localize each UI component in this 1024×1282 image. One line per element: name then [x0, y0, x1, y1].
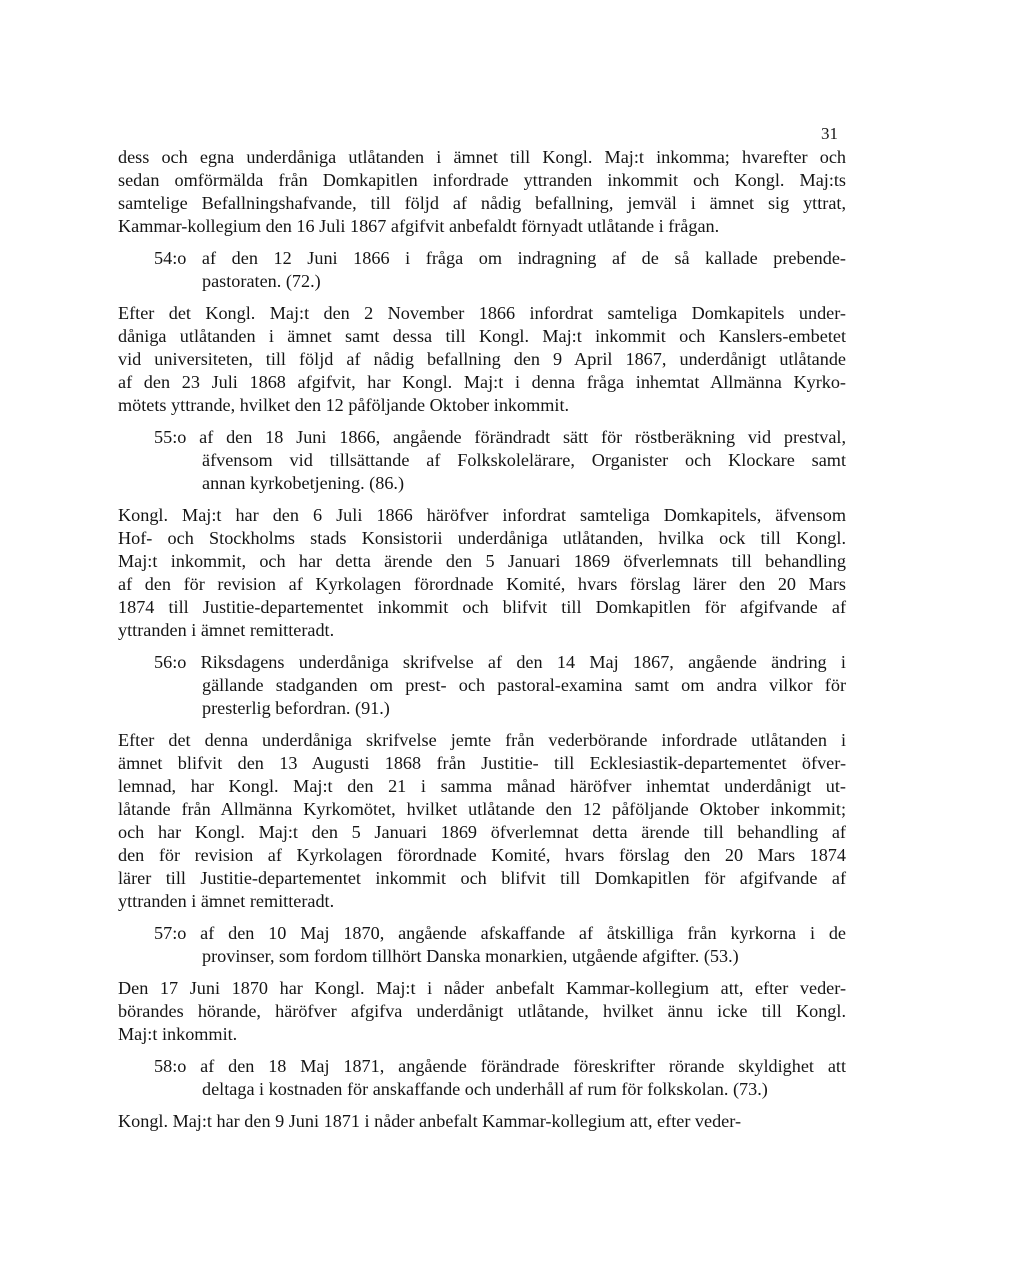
text-line: lärer till Justitie-departementet inkommit och blifvit till Domkapitlen för afgifvande af — [118, 868, 846, 888]
text-line: dess och egna underdåniga utlåtanden i ämnet till Kongl. Maj:t inkomma; hvarefter och — [118, 147, 846, 167]
text-line: 1874 till Justitie-departementet inkommit och blifvit till Domkapitlen för afgifvande af — [118, 597, 846, 617]
text-line: Efter det Kongl. Maj:t den 2 November 1866 infordrat samteliga Domkapitels under- — [118, 303, 846, 323]
numbered-item-heading — [118, 1055, 846, 1101]
text-line: Maj:t inkommit, och har detta ärende den 5 Januari 1869 öfverlemnats till behandling — [118, 551, 846, 571]
text-line: och har Kongl. Maj:t den 5 Januari 1869 öfverlemnat detta ärende till behandling af — [118, 822, 846, 842]
numbered-item-heading — [118, 247, 846, 293]
text-line: mötets yttrande, hvilket den 12 påföljande Oktober inkommit. — [118, 395, 570, 415]
text-line: annan kyrkobetjening. (86.) — [202, 473, 405, 493]
text-line: låtande från Allmänna Kyrkomötet, hvilket utlåtande den 12 påföljande Oktober inkommit; — [118, 799, 846, 819]
text-line: af den 23 Juli 1868 afgifvit, har Kongl. Maj:t i denna fråga inhemtat Allmänna Kyrko- — [118, 372, 846, 392]
page-number: 31 — [821, 124, 838, 143]
text-line: 57:o af den 10 Maj 1870, angående afskaffande af åtskilliga från kyrkorna i de — [154, 923, 846, 943]
text-line: lemnad, har Kongl. Maj:t den 21 i samma månad häröfver inhemtat underdånigt ut- — [118, 776, 846, 796]
body-paragraph — [118, 1110, 846, 1133]
numbered-item-heading — [118, 426, 846, 495]
text-line: 54:o af den 12 Juni 1866 i fråga om indragning af de så kallade prebende- — [154, 248, 846, 268]
text-line: sedan omförmälda från Domkapitlen infordrade yttranden inkommit och Kongl. Maj:ts — [118, 170, 846, 190]
text-line: Kammar-kollegium den 16 Juli 1867 afgifvit anbefaldt förnyadt utlåtande i frågan. — [118, 216, 720, 236]
document-body — [118, 146, 846, 1133]
text-line: Maj:t inkommit. — [118, 1024, 238, 1044]
text-line: börandes hörande, häröfver afgifva underdånigt utlåtande, hvilket ännu icke till Kongl. — [118, 1001, 846, 1021]
text-line: deltaga i kostnaden för anskaffande och underhåll af rum för folkskolan. (73.) — [202, 1079, 768, 1099]
body-paragraph — [118, 146, 846, 238]
numbered-item-heading — [118, 922, 846, 968]
text-line: presterlig befordran. (91.) — [202, 698, 390, 718]
text-line: Efter det denna underdåniga skrifvelse jemte från vederbörande infordrade utlåtanden i — [118, 730, 846, 750]
text-line: vid universiteten, till följd af nådig befallning den 9 April 1867, underdånigt utlåtande — [118, 349, 846, 369]
text-line: 58:o af den 18 Maj 1871, angående förändrade föreskrifter rörande skyldighet att — [154, 1056, 846, 1076]
body-paragraph — [118, 977, 846, 1046]
text-line: 55:o af den 18 Juni 1866, angående förändradt sätt för röstberäkning vid prestval, — [154, 427, 846, 447]
text-line: Kongl. Maj:t har den 9 Juni 1871 i nåder anbefalt Kammar-kollegium att, efter veder- — [118, 1111, 742, 1131]
text-line: samtelige Befallningshafvande, till följd af nådig befallning, jemväl i ämnet sig yttrat, — [118, 193, 846, 213]
text-line: Den 17 Juni 1870 har Kongl. Maj:t i nåder anbefalt Kammar-kollegium att, efter veder- — [118, 978, 846, 998]
body-paragraph — [118, 504, 846, 642]
text-line: yttranden i ämnet remitteradt. — [118, 620, 335, 640]
text-line: Kongl. Maj:t har den 6 Juli 1866 häröfver infordrat samteliga Domkapitels, äfvensom — [118, 505, 846, 525]
body-paragraph — [118, 729, 846, 913]
text-line: äfvensom vid tillsättande af Folkskolelärare, Organister och Klockare samt — [202, 450, 846, 470]
text-line: den för revision af Kyrkolagen förordnade Komité, hvars förslag den 20 Mars 1874 — [118, 845, 846, 865]
text-line: dåniga utlåtanden i ämnet samt dessa till Kongl. Maj:t inkommit och Kanslers-embetet — [118, 326, 846, 346]
text-line: yttranden i ämnet remitteradt. — [118, 891, 335, 911]
text-line: Hof- och Stockholms stads Konsistorii underdåniga utlåtanden, hvilka ock till Kongl. — [118, 528, 846, 548]
text-line: gällande stadganden om prest- och pastoral-examina samt om andra vilkor för — [202, 675, 846, 695]
text-line: provinser, som fordom tillhört Danska monarkien, utgående afgifter. (53.) — [202, 946, 739, 966]
numbered-item-heading — [118, 651, 846, 720]
text-line: af den för revision af Kyrkolagen förordnade Komité, hvars förslag lärer den 20 Mars — [118, 574, 846, 594]
text-line: 56:o Riksdagens underdåniga skrifvelse af den 14 Maj 1867, angående ändring i — [154, 652, 846, 672]
body-paragraph — [118, 302, 846, 417]
text-line: pastoraten. (72.) — [202, 271, 321, 291]
text-line: ämnet blifvit den 13 Augusti 1868 från Justitie- till Ecklesiastik-departementet öfver- — [118, 753, 846, 773]
